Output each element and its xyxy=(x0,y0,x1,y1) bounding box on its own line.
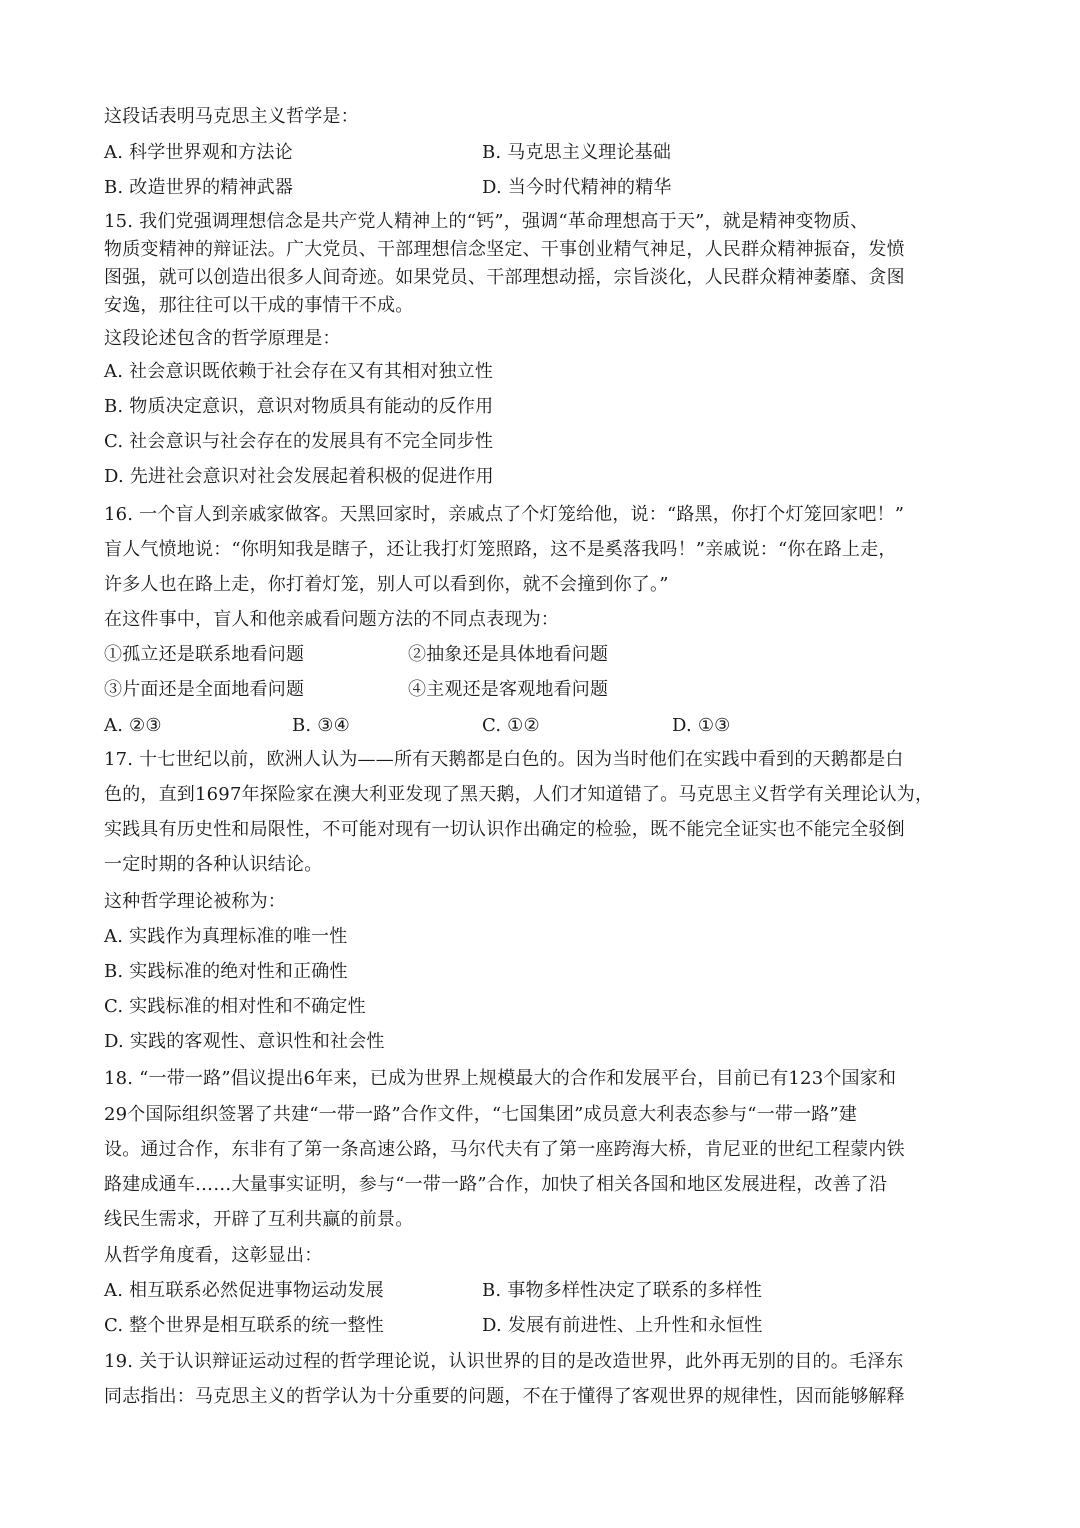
q16-text-line: 盲人气愤地说：“你明知我是瞎子，还让我打灯笼照路，这不是奚落我吗！”亲戚说：“你在路上走， xyxy=(104,539,897,560)
q15-text-line: 安逸，那往往可以干成的事情干不成。 xyxy=(104,295,414,316)
q18-text-line: 设。通过合作，东非有了第一条高速公路，马尔代夫有了第一座跨海大桥，肯尼亚的世纪工程蒙内铁 xyxy=(104,1139,905,1160)
q15-stem: 这段论述包含的哲学原理是： xyxy=(104,328,341,349)
q15-option-d: D. 先进社会意识对社会发展起着积极的促进作用 xyxy=(104,466,494,487)
q18-stem: 从哲学角度看，这彰显出： xyxy=(104,1245,323,1266)
q15-option-c: C. 社会意识与社会存在的发展具有不完全同步性 xyxy=(104,431,494,452)
q16-stem: 在这件事中，盲人和他亲戚看问题方法的不同点表现为： xyxy=(104,609,559,630)
q18-text-line: 29个国际组织签署了共建“一带一路”合作文件，“七国集团”成员意大利表态参与“一带一路”建 xyxy=(104,1104,858,1125)
q14-stem: 这段话表明马克思主义哲学是： xyxy=(104,106,359,127)
q18-text-line: 18. “一带一路”倡议提出6年来，已成为世界上规模最大的合作和发展平台，目前已有123个国家和 xyxy=(104,1068,897,1089)
q18-option-d: D. 发展有前进性、上升性和永恒性 xyxy=(482,1315,763,1336)
q17-option-d: D. 实践的客观性、意识性和社会性 xyxy=(104,1031,385,1052)
q15-text-line: 15. 我们党强调理想信念是共产党人精神上的“钙”，强调“革命理想高于天”，就是精神变物质、 xyxy=(104,211,869,232)
q14-option-c: B. 改造世界的精神武器 xyxy=(104,177,294,198)
q19-text-line: 19. 关于认识辩证运动过程的哲学理论说，认识世界的目的是改造世界，此外再无别的目的。毛泽东 xyxy=(104,1351,904,1372)
q18-option-b: B. 事物多样性决定了联系的多样性 xyxy=(482,1280,763,1301)
q16-item-1: ①孤立还是联系地看问题 xyxy=(104,644,305,665)
q16-item-3: ③片面还是全面地看问题 xyxy=(104,679,305,700)
q15-option-a: A. 社会意识既依赖于社会存在又有其相对独立性 xyxy=(104,361,494,382)
q18-text-line: 路建成通车……大量事实证明，参与“一带一路”合作，加快了相关各国和地区发展进程，改善了沿 xyxy=(104,1174,888,1195)
q17-option-c: C. 实践标准的相对性和不确定性 xyxy=(104,996,366,1017)
q18-option-c: C. 整个世界是相互联系的统一整性 xyxy=(104,1315,384,1336)
q17-option-b: B. 实践标准的绝对性和正确性 xyxy=(104,961,348,982)
q16-text-line: 许多人也在路上走，你打着灯笼，别人可以看到你，就不会撞到你了。” xyxy=(104,574,669,595)
q16-option-a: A. ②③ xyxy=(104,715,162,736)
q15-text-line: 物质变精神的辩证法。广大党员、干部理想信念坚定、干事创业精气神足，人民群众精神振奋，发愤 xyxy=(104,239,905,260)
q17-text-line: 17. 十七世纪以前，欧洲人认为——所有天鹅都是白色的。因为当时他们在实践中看到的天鹅都是白 xyxy=(104,749,904,770)
q15-option-b: B. 物质决定意识，意识对物质具有能动的反作用 xyxy=(104,396,494,417)
q18-text-line: 线民生需求，开辟了互利共赢的前景。 xyxy=(104,1209,414,1230)
q18-option-a: A. 相互联系必然促进事物运动发展 xyxy=(104,1280,384,1301)
q16-option-c: C. ①② xyxy=(482,715,540,736)
q17-text-line: 一定时期的各种认识结论。 xyxy=(104,854,323,875)
q16-option-b: B. ③④ xyxy=(292,715,350,736)
q17-stem: 这种哲学理论被称为： xyxy=(104,891,286,912)
q14-option-d: D. 当今时代精神的精华 xyxy=(482,177,672,198)
q15-text-line: 图强，就可以创造出很多人间奇迹。如果党员、干部理想动摇，宗旨淡化，人民群众精神萎靡、贪图 xyxy=(104,267,905,288)
q17-option-a: A. 实践作为真理标准的唯一性 xyxy=(104,926,348,947)
q14-option-a: A. 科学世界观和方法论 xyxy=(104,142,293,163)
q16-item-2: ②抽象还是具体地看问题 xyxy=(408,644,609,665)
q16-item-4: ④主观还是客观地看问题 xyxy=(408,679,609,700)
q16-text-line: 16. 一个盲人到亲戚家做客。天黑回家时，亲戚点了个灯笼给他，说：“路黑，你打个灯笼回家吧！” xyxy=(104,504,905,525)
q14-option-b: B. 马克思主义理论基础 xyxy=(482,142,672,163)
q19-text-line: 同志指出：马克思主义的哲学认为十分重要的问题，不在于懂得了客观世界的规律性，因而能够解释 xyxy=(104,1386,905,1407)
q16-option-d: D. ①③ xyxy=(672,715,731,736)
q17-text-line: 色的，直到1697年探险家在澳大利亚发现了黑天鹅，人们才知道错了。马克思主义哲学有关理论认为， xyxy=(104,784,934,805)
q17-text-line: 实践具有历史性和局限性，不可能对现有一切认识作出确定的检验，既不能完全证实也不能完全驳倒 xyxy=(104,819,905,840)
